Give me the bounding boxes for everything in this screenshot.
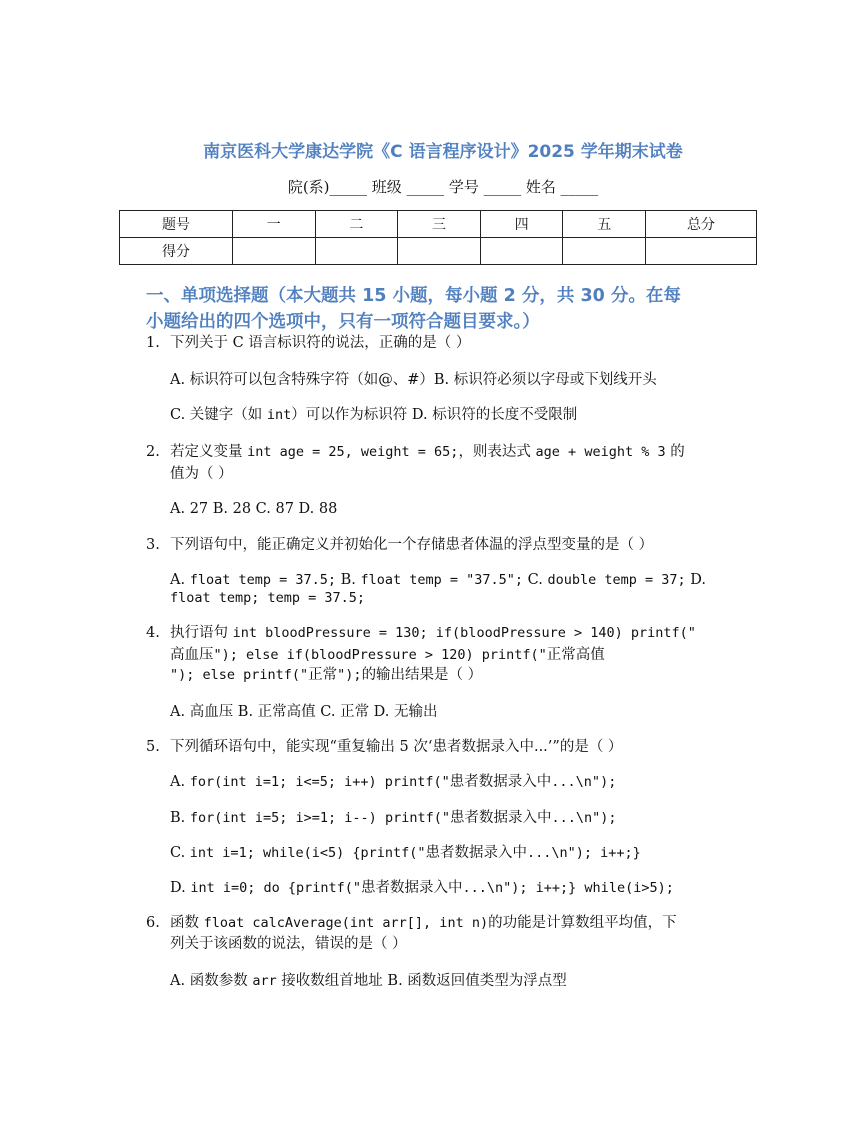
question-text — [170, 334, 470, 352]
header-cell: 五 — [563, 211, 646, 238]
answer-options — [170, 589, 365, 607]
exam-title: 南京医科大学康达学院《C 语言程序设计》2025 学年期末试卷 — [203, 142, 683, 162]
text-segment: 值为（ ） — [170, 466, 233, 482]
text-segment: 患者数据录入中 — [361, 880, 463, 896]
text-segment: 下列循环语句中，能实现“重复输出 5 次‘患者数据录入中...’”的是（ ） — [170, 739, 623, 755]
text-segment: 若定义变量 — [170, 444, 248, 460]
code-text: float calcAverage(int arr[], int n) — [203, 915, 489, 931]
header-cell: 一 — [233, 211, 316, 238]
text-segment: B. — [336, 572, 361, 588]
text-segment: A. — [170, 572, 190, 588]
answer-options — [170, 773, 616, 791]
question-text — [170, 536, 653, 554]
header-cell: 四 — [480, 211, 563, 238]
text-segment: 患者数据录入中 — [449, 774, 552, 790]
answer-options — [170, 879, 674, 897]
score-table-row — [120, 238, 757, 265]
answer-options — [170, 500, 337, 518]
text-segment: 下列语句中，能正确定义并初始化一个存储患者体温的浮点型变量的是（ ） — [170, 537, 654, 553]
question-text — [170, 465, 233, 483]
code-text: int i=1; while(i<5) {printf(" — [189, 845, 426, 861]
text-segment: A. 标识符可以包含特殊字符（如@、#）B. 标识符必须以字母或下划线开头 — [170, 372, 657, 388]
text-segment: 下列关于 C 语言标识符的说法，正确的是（ ） — [170, 335, 471, 351]
answer-options — [170, 703, 438, 721]
text-segment: 接收数组首地址 B. 函数返回值类型为浮点型 — [276, 973, 567, 989]
code-text: float temp; temp = 37.5; — [170, 590, 366, 606]
text-segment: A. 27 B. 28 C. 87 D. 88 — [170, 501, 338, 517]
header-cell: 总分 — [646, 211, 757, 238]
text-segment: 患者数据录入中 — [449, 810, 552, 826]
question-text — [170, 443, 685, 461]
score-cell[interactable] — [480, 238, 563, 265]
code-text: for(int i=1; i<=5; i++) printf(" — [189, 774, 450, 790]
text-segment: 高血压 — [170, 647, 214, 663]
code-text: int i=0; do {printf(" — [190, 880, 362, 896]
question-text — [170, 666, 482, 684]
code-text: age + weight % 3 — [535, 444, 666, 460]
question-number: 1. — [146, 335, 160, 351]
text-segment: 的功能是计算数组平均值，下 — [488, 915, 677, 931]
text-segment: 函数 — [170, 915, 204, 931]
code-text: ...\n"); i++;} — [527, 845, 641, 861]
question-text — [170, 624, 696, 642]
text-segment: C. — [170, 845, 190, 861]
answer-options — [170, 571, 706, 589]
score-table — [119, 210, 757, 265]
answer-options — [170, 844, 641, 862]
code-text: int — [266, 407, 292, 423]
answer-options — [170, 406, 577, 424]
question-text — [170, 935, 407, 953]
text-segment: C. 关键字（如 — [170, 407, 267, 423]
code-text: float temp = "37.5"; — [360, 572, 524, 588]
answer-options — [170, 371, 657, 389]
code-text: double temp = 37; — [547, 572, 686, 588]
code-text: float temp = 37.5; — [189, 572, 337, 588]
header-cell: 二 — [315, 211, 398, 238]
question-number: 6. — [146, 915, 160, 931]
code-text: ...\n"); i++;} while(i>5); — [462, 880, 674, 896]
text-segment: ）可以作为标识符 D. 标识符的长度不受限制 — [291, 407, 578, 423]
text-segment: 列关于该函数的说法，错误的是（ ） — [170, 936, 407, 952]
text-segment: 正常 — [308, 667, 338, 683]
text-segment: D. — [170, 880, 191, 896]
code-text: ...\n"); — [551, 774, 617, 790]
text-segment: A. — [170, 774, 190, 790]
text-segment: ，则表达式 — [458, 444, 536, 460]
text-segment: D. — [685, 572, 706, 588]
score-table-header-row — [120, 211, 757, 238]
student-info-line: 院(系)_____ 班级 _____ 学号 _____ 姓名 _____ — [287, 178, 599, 196]
question-number: 3. — [146, 537, 160, 553]
text-segment: 执行语句 — [170, 625, 233, 641]
text-segment: C. — [523, 572, 548, 588]
score-cell[interactable] — [315, 238, 398, 265]
score-cell[interactable] — [646, 238, 757, 265]
code-text: for(int i=5; i>=1; i--) printf(" — [189, 810, 450, 826]
question-text — [170, 914, 677, 932]
header-cell: 三 — [398, 211, 481, 238]
code-text: int bloodPressure = 130; if(bloodPressure > 140) printf(" — [232, 625, 696, 641]
answer-options — [170, 972, 567, 990]
text-segment: 的 — [665, 444, 685, 460]
text-segment: 正常高值 — [546, 647, 605, 663]
code-text: ...\n"); — [551, 810, 617, 826]
question-text — [170, 738, 622, 756]
code-text: "); — [337, 667, 362, 683]
code-text: "); else printf(" — [170, 667, 309, 683]
question-text — [170, 646, 605, 664]
section-heading: 一、单项选择题（本大题共 15 小题，每小题 2 分，共 30 分。在每 — [146, 286, 681, 306]
score-cell[interactable] — [563, 238, 646, 265]
header-cell: 题号 — [120, 211, 233, 238]
question-number: 5. — [146, 739, 160, 755]
row-label: 得分 — [120, 238, 233, 265]
score-cell[interactable] — [233, 238, 316, 265]
question-number: 4. — [146, 625, 160, 641]
question-number: 2. — [146, 444, 160, 460]
code-text: arr — [252, 973, 277, 989]
text-segment: 患者数据录入中 — [425, 845, 527, 861]
code-text: "); else if(bloodPressure > 120) printf(" — [213, 647, 547, 663]
section-heading: 小题给出的四个选项中，只有一项符合题目要求。） — [146, 312, 540, 332]
score-cell[interactable] — [398, 238, 481, 265]
text-segment: B. — [170, 810, 190, 826]
text-segment: 的输出结果是（ ） — [361, 667, 483, 683]
code-text: int age = 25, weight = 65; — [247, 444, 459, 460]
text-segment: A. 函数参数 — [170, 973, 253, 989]
text-segment: A. 高血压 B. 正常高值 C. 正常 D. 无输出 — [170, 704, 438, 720]
answer-options — [170, 809, 617, 827]
